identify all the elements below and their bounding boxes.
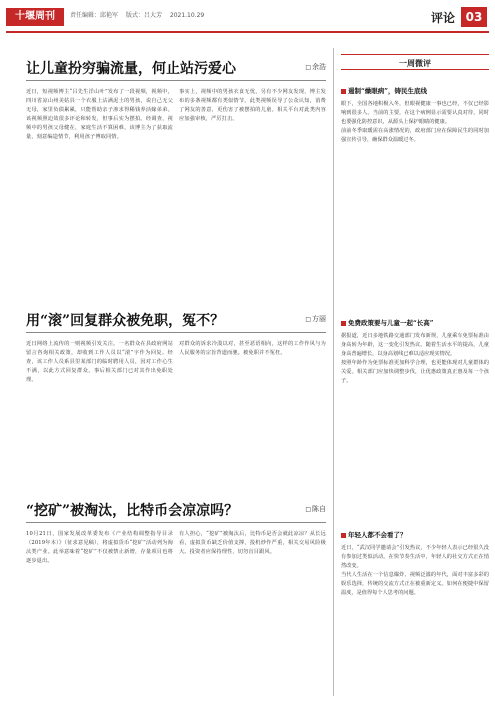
article-column — [179, 340, 326, 480]
article-text: 事实上，视频中的男孩衣食无忧，另有不少网友发现，博主发布的多条视频都有类似情节。此类视频误导了公众认知，消费了网友的善意，更伤害了被摆拍的儿童。相关平台对此类内容应加强审核，严厉打击。 — [179, 89, 326, 122]
designer: 版式：吕大芳 — [125, 12, 162, 19]
sidebar-item-body — [341, 332, 489, 522]
article-body — [26, 340, 326, 480]
article-column — [179, 88, 326, 298]
bullet-square-icon — [341, 89, 346, 94]
article-body — [26, 88, 326, 298]
sidebar-item-title-text: 免费政策要与儿童一起“长高” — [348, 319, 434, 327]
sidebar-item-title — [341, 318, 489, 327]
article-title: “挖矿”被淘汰，比特币会凉凉吗？ — [26, 503, 239, 519]
article-title: 用“滚”回复群众被免职，冤不？ — [26, 313, 225, 329]
section-name: 评论 — [430, 11, 455, 25]
article-title: 让儿童扮穷骗流量，何止站污爱心 — [26, 61, 236, 77]
sidebar-item-title-text: 年轻人都不会看了？ — [348, 531, 407, 539]
sidebar-text: 当代人生活在一个信息爆炸、视频泛滥的年代，面对丰富多彩的娱乐选择，传统的交流方式正在被重新定义。如何在便捷中保留温度，是值得每个人思考的问题。 — [341, 572, 489, 596]
sidebar-heading-text: 一周微评 — [399, 58, 431, 68]
article-column — [26, 340, 173, 480]
sidebar-item-body — [341, 544, 489, 694]
page-number: 03 — [461, 7, 487, 27]
article-column — [179, 530, 326, 695]
article-title-bar — [26, 310, 326, 328]
article-column — [26, 530, 173, 695]
sidebar-item-title-text: 遏制“燥眼病”，铸民生底线 — [348, 87, 427, 95]
article-2 — [26, 310, 326, 480]
article-1 — [26, 58, 326, 298]
header-rule — [6, 31, 489, 33]
editor-info — [70, 10, 210, 19]
column-divider — [333, 48, 334, 696]
sidebar-text: 据报道，近日多地铁路交通部门发布新规，儿童乘车免票标准由身高转为年龄，这一变化引发热议。随着生活水平的提高，儿童身高普遍增长，以身高划线已难以适应现实情况。 — [341, 333, 489, 357]
sidebar-text: 前前冬季取暖需在高涨情况的，政府部门应在保障民生的同时加强宣传引导，确保群众温暖过冬。 — [341, 128, 489, 143]
article-column — [26, 88, 173, 298]
article-3 — [26, 500, 326, 695]
sidebar-item-title — [341, 86, 489, 95]
page-header — [0, 0, 495, 34]
article-text: 近日网络上流传的一则视频引发关注。一名群众在县政府网站留言咨询相关政策，却收到工作人员以“滚”字作为回复。经查，该工作人员系县里某部门的临时聘用人员，因对工作心生不满，以此方式回复群众。事后相关部门已对其作出免职处理。 — [26, 341, 173, 383]
sidebar-text: 按照年龄作为免票标准更加科学合理，也更能体现对儿童群体的关爱。相关部门应加快调整步伐，让优惠政策真正惠及每一个孩子。 — [341, 360, 489, 384]
bullet-square-icon — [341, 321, 346, 326]
sidebar-text: 眼下，全国各地积极入冬，但眼视健康一事也已经，不仅已经影响到很多人。当前的主要，在这个病例显示需要认真对待，同时也要强化防控意识，从源头上保护眼睛的健康。 — [341, 101, 489, 125]
sidebar-text: 近日，“武汉同学邀请会”引发热议，不少年轻人表示已经很久没有参加过类似活动。在快节奏生活中，年轻人的社交方式正在悄然改变。 — [341, 545, 489, 569]
article-title-bar — [26, 58, 326, 76]
paper-name: 十堰周刊 — [6, 8, 64, 26]
article-text: 10月21日，国家发展改革委发布《产业结构调整指导目录（2019年本）》（征求意见稿），将虚拟货币“挖矿”活动列为淘汰类产业。此举意味着“挖矿”不仅被禁止新增，存量项目也将逐步退出。 — [26, 531, 173, 564]
article-text: 对群众的诉求冷漠以对，甚至恶语相向，这样的工作作风与为人民服务的宗旨背道而驰。被免职并不冤枉。 — [179, 341, 326, 356]
article-title-bar — [26, 500, 326, 518]
editor: 责任编辑：邱艳军 — [70, 12, 119, 19]
title-rule — [26, 332, 326, 333]
sidebar-item-title — [341, 530, 489, 539]
article-body — [26, 530, 326, 695]
title-rule — [26, 522, 326, 523]
article-author: □ 陈自 — [302, 504, 326, 514]
article-author: □ 方丽 — [302, 314, 326, 324]
sidebar-item-body — [341, 100, 489, 310]
article-text: 近日，短视频博主“吕先生洋山叶”发布了一段视频，视频中，四川省凉山州美姑县一个衣服上沾满泥土的男孩，说自己无父无母，家里负债累累，只能帮助亲子渗求得稀钱养活嫁弟弟。该视频照迫效很多评论和转发，但事后实为摆拍。经调查，视频中的男孩父母健在，家庭生活不算困难，该博主为了获取流量，刻意编造情节，利用孩子博取同情。 — [26, 89, 173, 140]
issue-date: 2021.10.29 — [169, 12, 205, 19]
sidebar-heading — [341, 54, 489, 70]
article-author: □ 余浩 — [302, 62, 326, 72]
article-text: 有人担心，“挖矿”被淘汰后，比特币是否会就此凉凉？从长远看，虚拟货币缺乏价值支撑，投机炒作严重，相关交易风险极大。投资者应保持理性，切勿盲目跟风。 — [179, 531, 326, 555]
sidebar — [341, 54, 489, 694]
title-rule — [26, 80, 326, 81]
bullet-square-icon — [341, 533, 346, 538]
